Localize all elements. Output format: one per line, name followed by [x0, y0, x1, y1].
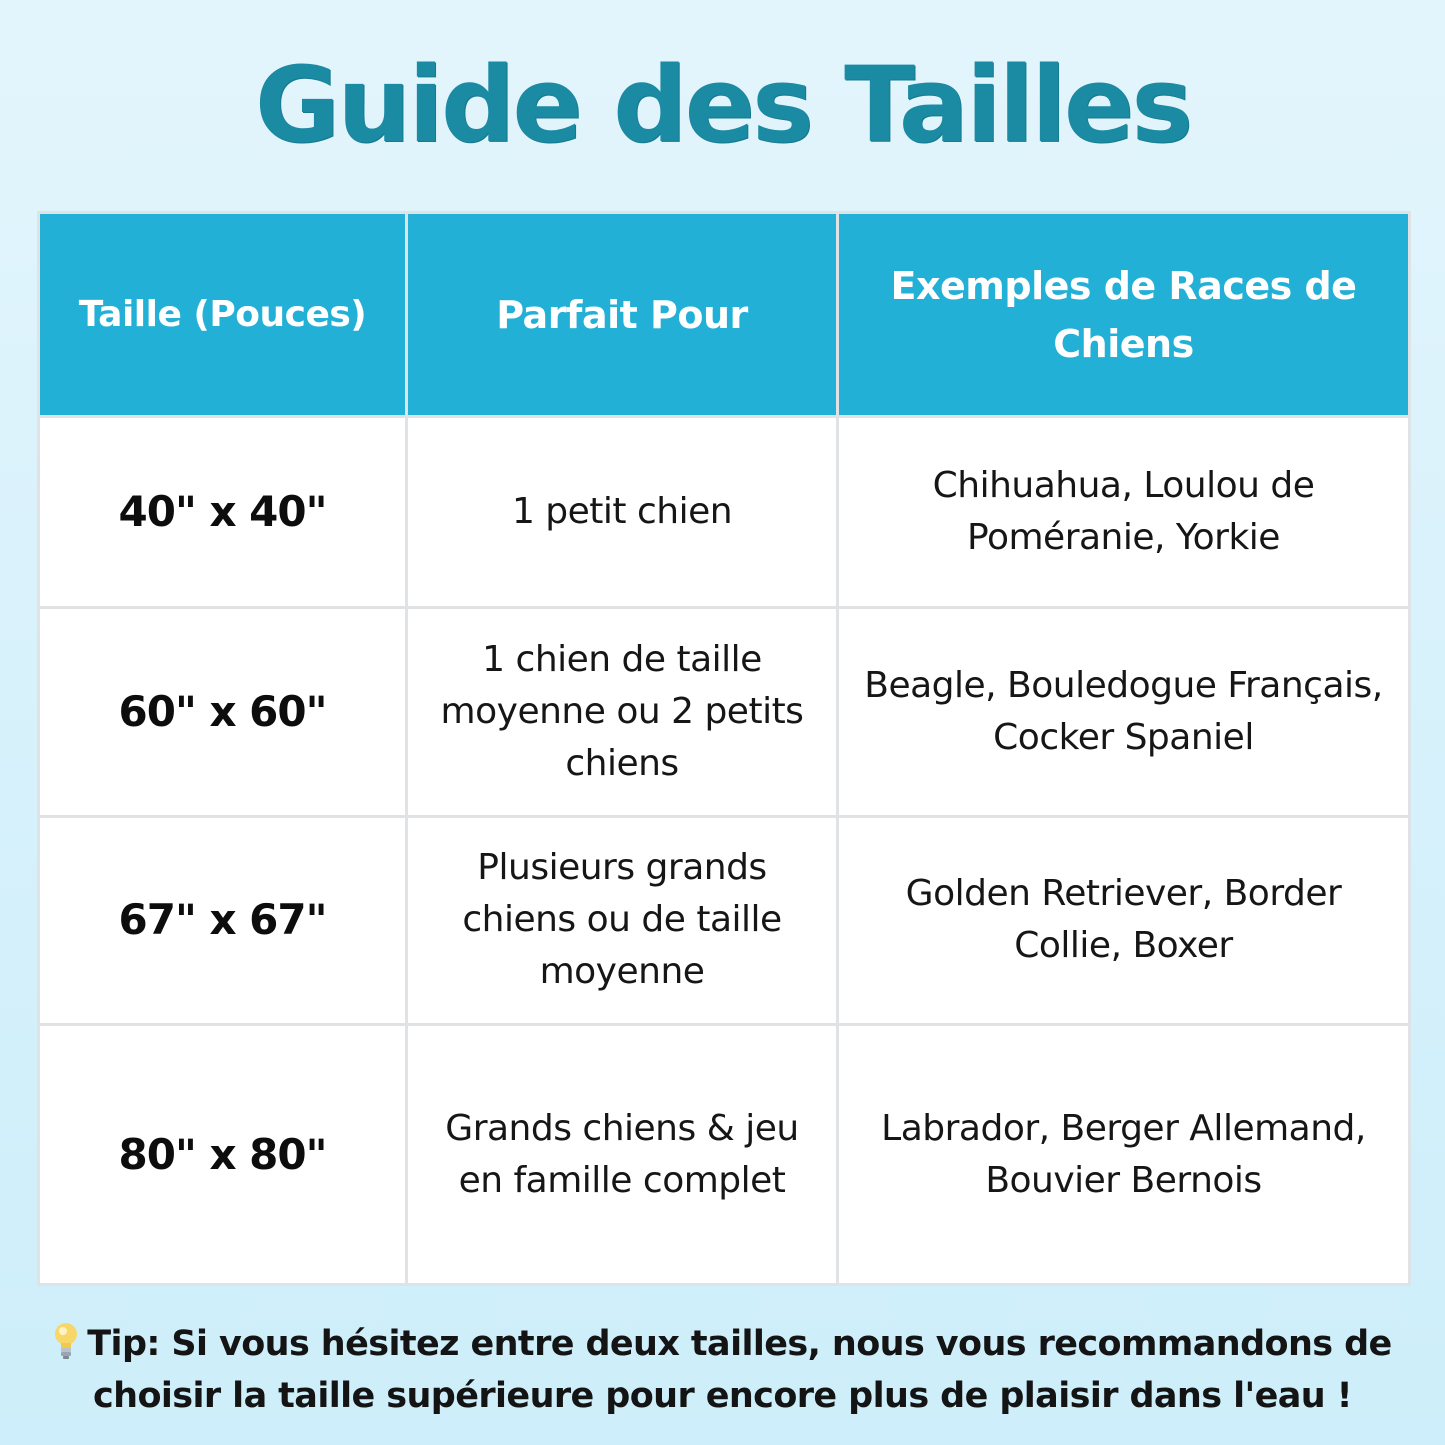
size-cell: 60" x 60"	[39, 608, 407, 816]
breeds-cell: Golden Retriever, Border Collie, Boxer	[838, 816, 1410, 1024]
page-title: Guide des Tailles	[254, 44, 1191, 166]
ideal-for-cell: Plusieurs grands chiens ou de taille moyenne	[407, 816, 838, 1024]
table-row	[39, 1025, 1410, 1285]
breeds-cell: Labrador, Berger Allemand, Bouvier Bernois	[838, 1025, 1410, 1285]
size-guide-table	[37, 211, 1411, 1286]
breeds-cell: Chihuahua, Loulou de Poméranie, Yorkie	[838, 417, 1410, 608]
ideal-for-cell: Grands chiens & jeu en famille complet	[407, 1025, 838, 1285]
table-header-row	[39, 213, 1410, 417]
size-cell: 80" x 80"	[39, 1025, 407, 1285]
header-breeds: Exemples de Races de Chiens	[838, 213, 1410, 417]
tip-note	[40, 1318, 1405, 1422]
size-cell: 40" x 40"	[39, 417, 407, 608]
table-row	[39, 608, 1410, 816]
lightbulb-icon	[53, 1321, 79, 1361]
size-cell: 67" x 67"	[39, 816, 407, 1024]
table-row	[39, 417, 1410, 608]
ideal-for-cell: 1 petit chien	[407, 417, 838, 608]
ideal-for-cell: 1 chien de taille moyenne ou 2 petits chiens	[407, 608, 838, 816]
header-size: Taille (Pouces)	[39, 213, 407, 417]
header-ideal-for: Parfait Pour	[407, 213, 838, 417]
breeds-cell: Beagle, Bouledogue Français, Cocker Spaniel	[838, 608, 1410, 816]
tip-text: Tip: Si vous hésitez entre deux tailles, nous vous recommandons de choisir la taille supérieure pour encore plus de plaisir dans l'eau !	[87, 1324, 1392, 1416]
table-row	[39, 816, 1410, 1024]
